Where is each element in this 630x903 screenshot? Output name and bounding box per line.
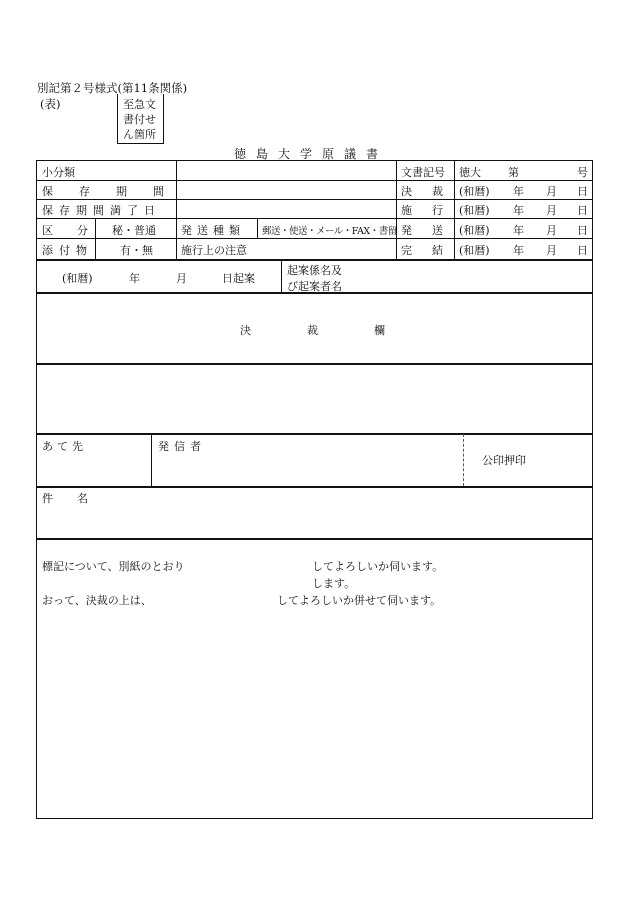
dispatch-day: 日 bbox=[577, 224, 588, 237]
dispatch-month: 月 bbox=[546, 224, 557, 237]
retention-label: 保存期間 bbox=[42, 185, 190, 198]
enforce-month: 月 bbox=[546, 204, 557, 217]
approval-year: 年 bbox=[513, 185, 524, 198]
doc-number-prefix: 徳大 bbox=[459, 166, 481, 179]
dispatch-label: 発送 bbox=[401, 224, 463, 237]
doc-number-go: 号 bbox=[577, 166, 588, 179]
form-reference: 別記第２号様式(第11条関係) bbox=[37, 81, 188, 95]
doc-number-label: 文書記号 bbox=[401, 166, 445, 179]
body-line-3a: おって、決裁の上は、 bbox=[42, 594, 152, 607]
draft-month: 月 bbox=[176, 272, 187, 285]
send-type-value: 郵送・使送・メール・FAX・書留 bbox=[262, 226, 397, 237]
retention-end-label: 保存期間満了日 bbox=[42, 204, 161, 217]
classification-label: 小分類 bbox=[42, 166, 75, 179]
official-seal-label: 公印押印 bbox=[482, 454, 526, 467]
complete-month: 月 bbox=[546, 244, 557, 257]
enforce-year: 年 bbox=[513, 204, 524, 217]
enforce-day: 日 bbox=[577, 204, 588, 217]
approval-column-label: 決裁欄 bbox=[240, 324, 441, 337]
body-line-1a: 標記について、別紙のとおり bbox=[42, 560, 185, 573]
enforce-note-label: 施行上の注意 bbox=[181, 244, 247, 257]
dispatch-era: (和暦) bbox=[459, 224, 490, 237]
drafter-label-1: 起案係名及 bbox=[287, 264, 342, 277]
body-line-3b: してよろしいか併せて伺います。 bbox=[277, 594, 442, 607]
attachment-label: 添付物 bbox=[42, 244, 93, 257]
dispatch-year: 年 bbox=[513, 224, 524, 237]
recipient-label: あて先 bbox=[42, 440, 87, 453]
complete-label: 完結 bbox=[401, 244, 463, 257]
complete-era: (和暦) bbox=[459, 244, 490, 257]
approval-label: 決裁 bbox=[401, 185, 463, 198]
subject-label: 件名 bbox=[42, 492, 112, 505]
approval-day: 日 bbox=[577, 185, 588, 198]
stamp-line-2: 書付せ bbox=[123, 113, 156, 126]
category-label: 区分 bbox=[42, 224, 112, 237]
stamp-line-3: ん箇所 bbox=[123, 128, 156, 141]
seal-separator bbox=[463, 434, 464, 486]
category-value: 秘・普通 bbox=[112, 224, 156, 237]
send-type-label: 発送種類 bbox=[181, 224, 245, 237]
document-title: 徳島大学原議書 bbox=[234, 147, 389, 161]
drafter-label-2: び起案者名 bbox=[287, 280, 342, 293]
complete-year: 年 bbox=[513, 244, 524, 257]
approval-era: (和暦) bbox=[459, 185, 490, 198]
form-side-label: (表) bbox=[40, 97, 61, 111]
approval-month: 月 bbox=[546, 185, 557, 198]
stamp-line-1: 至急文 bbox=[123, 98, 156, 111]
doc-number-dai: 第 bbox=[508, 166, 519, 179]
draft-era: (和暦) bbox=[62, 272, 93, 285]
draft-day-label: 日起案 bbox=[222, 272, 255, 285]
body-line-2: します。 bbox=[312, 577, 356, 590]
attachment-value: 有・無 bbox=[120, 244, 153, 257]
enforce-era: (和暦) bbox=[459, 204, 490, 217]
draft-year: 年 bbox=[129, 272, 140, 285]
sender-label: 発信者 bbox=[158, 440, 206, 453]
body-line-1b: してよろしいか伺います。 bbox=[312, 560, 444, 573]
enforce-label: 施行 bbox=[401, 204, 463, 217]
complete-day: 日 bbox=[577, 244, 588, 257]
urgent-stamp-box bbox=[117, 94, 164, 144]
